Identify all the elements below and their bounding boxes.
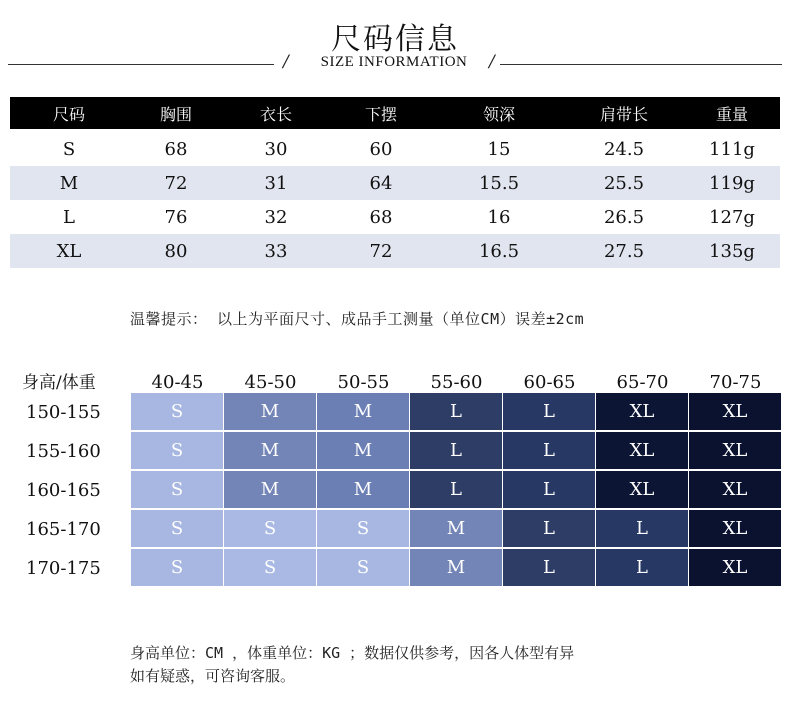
size-table-header-cell: 领深 (482, 104, 515, 124)
matrix-row (10, 471, 782, 510)
table-row (10, 132, 780, 166)
table-cell: 15.5 (478, 172, 520, 194)
table-cell: 24.5 (603, 138, 645, 160)
size-cell: XL (689, 549, 781, 588)
size-cell: S (131, 510, 223, 549)
table-cell: 76 (164, 206, 188, 228)
page-title: 尺码信息 (331, 22, 459, 57)
size-cell: XL (596, 432, 688, 471)
table-cell: 60 (369, 138, 393, 160)
size-cell: S (131, 471, 223, 510)
size-cell: XL (689, 393, 781, 432)
size-cell: S (131, 393, 223, 432)
size-cell: S (131, 432, 223, 471)
table-cell: 68 (369, 206, 393, 228)
matrix-header (10, 366, 782, 393)
size-cell: L (503, 549, 595, 588)
size-recommendation-matrix (10, 366, 782, 588)
size-cell: M (410, 510, 502, 549)
size-cell: S (224, 549, 316, 588)
slash-left: / (283, 52, 289, 72)
divider-right (500, 64, 782, 65)
size-cell: XL (596, 471, 688, 510)
table-cell: M (59, 172, 79, 194)
table-cell: 16.5 (478, 240, 520, 262)
table-cell: 32 (264, 206, 288, 228)
size-table-header-cell: 衣长 (259, 104, 292, 124)
size-cell: M (317, 432, 409, 471)
weight-range-label: 55-60 (430, 372, 483, 393)
matrix-row (10, 393, 782, 432)
size-cell: S (224, 510, 316, 549)
matrix-row (10, 549, 782, 588)
table-row (10, 166, 780, 200)
size-cell: M (224, 471, 316, 510)
size-cell: L (410, 393, 502, 432)
size-cell: L (503, 471, 595, 510)
size-cell: XL (689, 510, 781, 549)
size-cell: S (317, 549, 409, 588)
size-table-header-cell: 胸围 (159, 104, 192, 124)
size-cell: L (596, 510, 688, 549)
table-cell: 31 (264, 172, 288, 194)
table-cell: 27.5 (603, 240, 645, 262)
table-cell: 30 (264, 138, 288, 160)
table-cell: 26.5 (603, 206, 645, 228)
size-cell: XL (689, 471, 781, 510)
measurement-note: 温馨提示： 以上为平面尺寸、成品手工测量（单位CM）误差±2cm (130, 310, 585, 328)
disclaimer-note (130, 642, 574, 688)
size-cell: XL (689, 432, 781, 471)
size-cell: M (410, 549, 502, 588)
table-cell: S (62, 138, 76, 160)
height-range-label: 170-175 (26, 558, 101, 579)
size-cell: L (410, 432, 502, 471)
size-table-header-cell: 肩带长 (599, 104, 648, 124)
size-cell: L (503, 432, 595, 471)
table-cell: XL (56, 240, 82, 262)
weight-range-label: 70-75 (709, 372, 762, 393)
weight-range-label: 65-70 (616, 372, 669, 393)
table-cell: 68 (164, 138, 188, 160)
size-table-header-cell: 重量 (715, 104, 748, 124)
size-cell: L (410, 471, 502, 510)
table-cell: 15 (487, 138, 511, 160)
disclaimer-line-2: 如有疑惑，可咨询客服。 (130, 667, 296, 685)
height-range-label: 160-165 (26, 480, 101, 501)
table-cell: 72 (369, 240, 393, 262)
size-cell: S (131, 549, 223, 588)
size-table-header-cell: 尺码 (52, 104, 85, 124)
size-cell: L (503, 393, 595, 432)
table-cell: L (63, 206, 75, 228)
table-row (10, 200, 780, 234)
weight-range-label: 60-65 (523, 372, 576, 393)
matrix-row (10, 510, 782, 549)
table-cell: 25.5 (603, 172, 645, 194)
size-cell: M (317, 393, 409, 432)
size-cell: M (317, 471, 409, 510)
table-cell: 80 (164, 240, 188, 262)
table-cell: 119g (709, 172, 755, 194)
weight-range-label: 45-50 (244, 372, 297, 393)
subtitle: SIZE INFORMATION (320, 54, 468, 70)
size-cell: M (224, 393, 316, 432)
size-table-header (10, 97, 780, 129)
height-range-label: 150-155 (26, 402, 101, 423)
table-cell: 72 (164, 172, 188, 194)
size-table-header-cell: 下摆 (364, 104, 397, 124)
weight-range-label: 50-55 (337, 372, 390, 393)
subtitle-row (0, 50, 790, 78)
height-range-label: 155-160 (26, 441, 101, 462)
table-cell: 33 (264, 240, 288, 262)
size-table (10, 97, 780, 268)
slash-right: / (489, 52, 495, 72)
table-cell: 127g (709, 206, 755, 228)
matrix-corner-label: 身高/体重 (22, 373, 96, 393)
table-cell: 64 (369, 172, 393, 194)
table-cell: 16 (487, 206, 511, 228)
size-cell: XL (596, 393, 688, 432)
size-cell: M (224, 432, 316, 471)
height-range-label: 165-170 (26, 519, 101, 540)
disclaimer-line-1: 身高单位：CM ，体重单位：KG ；数据仅供参考，因各人体型有异 (130, 644, 575, 662)
table-row (10, 234, 780, 268)
size-cell: L (596, 549, 688, 588)
table-cell: 135g (709, 240, 755, 262)
size-cell: S (317, 510, 409, 549)
divider-left (8, 64, 274, 65)
matrix-row (10, 432, 782, 471)
weight-range-label: 40-45 (151, 372, 204, 393)
table-cell: 111g (709, 138, 755, 160)
size-cell: L (503, 510, 595, 549)
